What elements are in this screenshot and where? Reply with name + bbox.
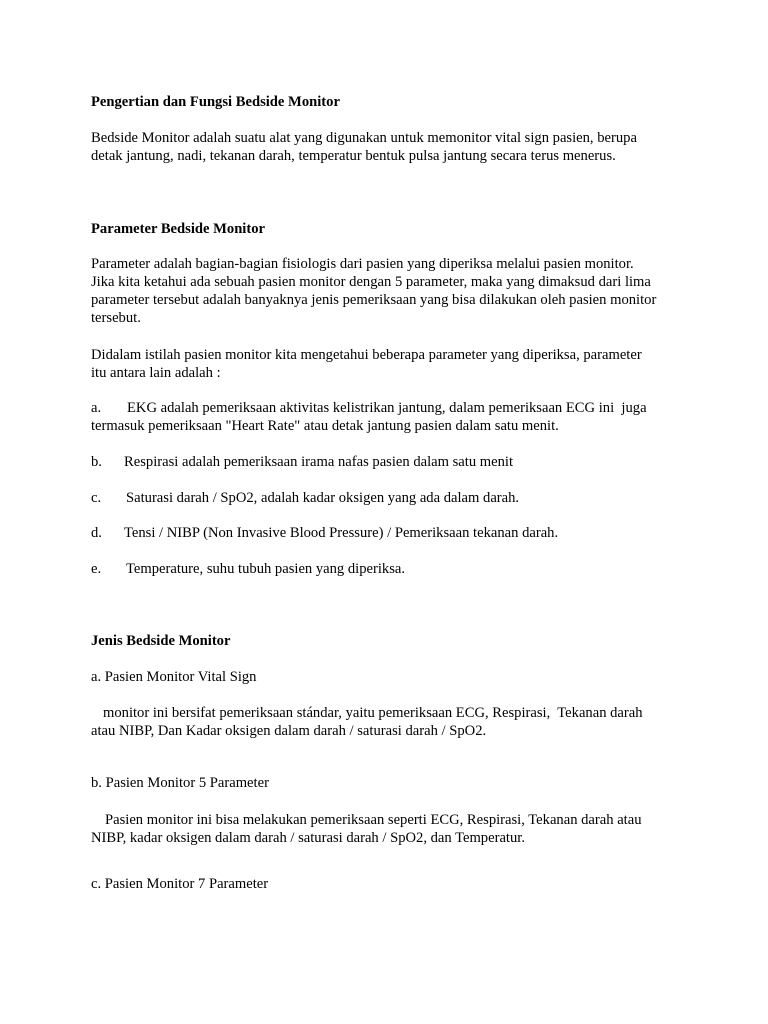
paragraph-line: Jika kita ketahui ada sebuah pasien monitor dengan 5 parameter, maka yang dimaksud dari lima [91,274,651,290]
list-item-temperature [91,560,691,578]
paragraph-line: Pasien monitor ini bisa melakukan pemeriksaan seperti ECG, Respirasi, Tekanan darah atau [105,812,642,828]
list-item-ekg [91,399,691,435]
list-item-text: EKG adalah pemeriksaan aktivitas kelistrikan jantung, dalam pemeriksaan ECG ini juga [127,400,647,416]
paragraph-line: Didalam istilah pasien monitor kita mengetahui beberapa parameter yang diperiksa, parameter [91,347,642,363]
paragraph-definition [91,129,691,165]
list-item-text: Temperature, suhu tubuh pasien yang diperiksa. [126,561,406,577]
paragraph-line: detak jantung, nadi, tekanan darah, temperatur bentuk pulsa jantung secara terus menerus. [91,148,616,164]
section-heading-parameter: Parameter Bedside Monitor [91,221,265,237]
list-item-respirasi [91,453,691,471]
paragraph-line: monitor ini bersifat pemeriksaan stándar, yaitu pemeriksaan ECG, Respirasi, Tekanan darah [103,705,643,721]
paragraph-line: parameter tersebut adalah banyaknya jenis pemeriksaan yang bisa dilakukan oleh pasien monitor [91,292,657,308]
list-marker: d. [91,525,102,541]
subsection-title-5-parameter: b. Pasien Monitor 5 Parameter [91,775,269,791]
list-item-text: Tensi / NIBP (Non Invasive Blood Pressure) / Pemeriksaan tekanan darah. [124,525,559,541]
list-marker: b. [91,454,102,470]
list-marker: c. [91,490,102,506]
list-item-tensi [91,524,691,542]
list-item-text: termasuk pemeriksaan "Heart Rate" atau detak jantung pasien dalam satu menit. [91,418,559,434]
paragraph-line: tersebut. [91,310,141,326]
paragraph-line: Bedside Monitor adalah suatu alat yang digunakan untuk memonitor vital sign pasien, berupa [91,130,637,146]
section-heading-jenis: Jenis Bedside Monitor [91,633,231,649]
list-item-saturasi [91,489,691,507]
section-heading-pengertian: Pengertian dan Fungsi Bedside Monitor [91,94,340,110]
paragraph-line: atau NIBP, Dan Kadar oksigen dalam darah / saturasi darah / SpO2. [91,723,487,739]
list-item-text: Saturasi darah / SpO2, adalah kadar oksigen yang ada dalam darah. [126,490,520,506]
list-marker: a. [91,400,102,416]
paragraph-parameter-intro [91,346,691,382]
paragraph-line: Parameter adalah bagian-bagian fisiologis dari pasien yang diperiksa melalui pasien monitor. [91,256,634,272]
list-item-text: Respirasi adalah pemeriksaan irama nafas pasien dalam satu menit [124,454,514,470]
subsection-title-vital-sign: a. Pasien Monitor Vital Sign [91,669,257,685]
paragraph-5-parameter [91,811,691,847]
list-marker: e. [91,561,102,577]
paragraph-line: NIBP, kadar oksigen dalam darah / saturasi darah / SpO2, dan Temperatur. [91,830,525,846]
paragraph-parameter-definition [91,255,691,327]
paragraph-line: itu antara lain adalah : [91,365,221,381]
subsection-title-7-parameter: c. Pasien Monitor 7 Parameter [91,876,269,892]
paragraph-vital-sign [91,704,691,740]
